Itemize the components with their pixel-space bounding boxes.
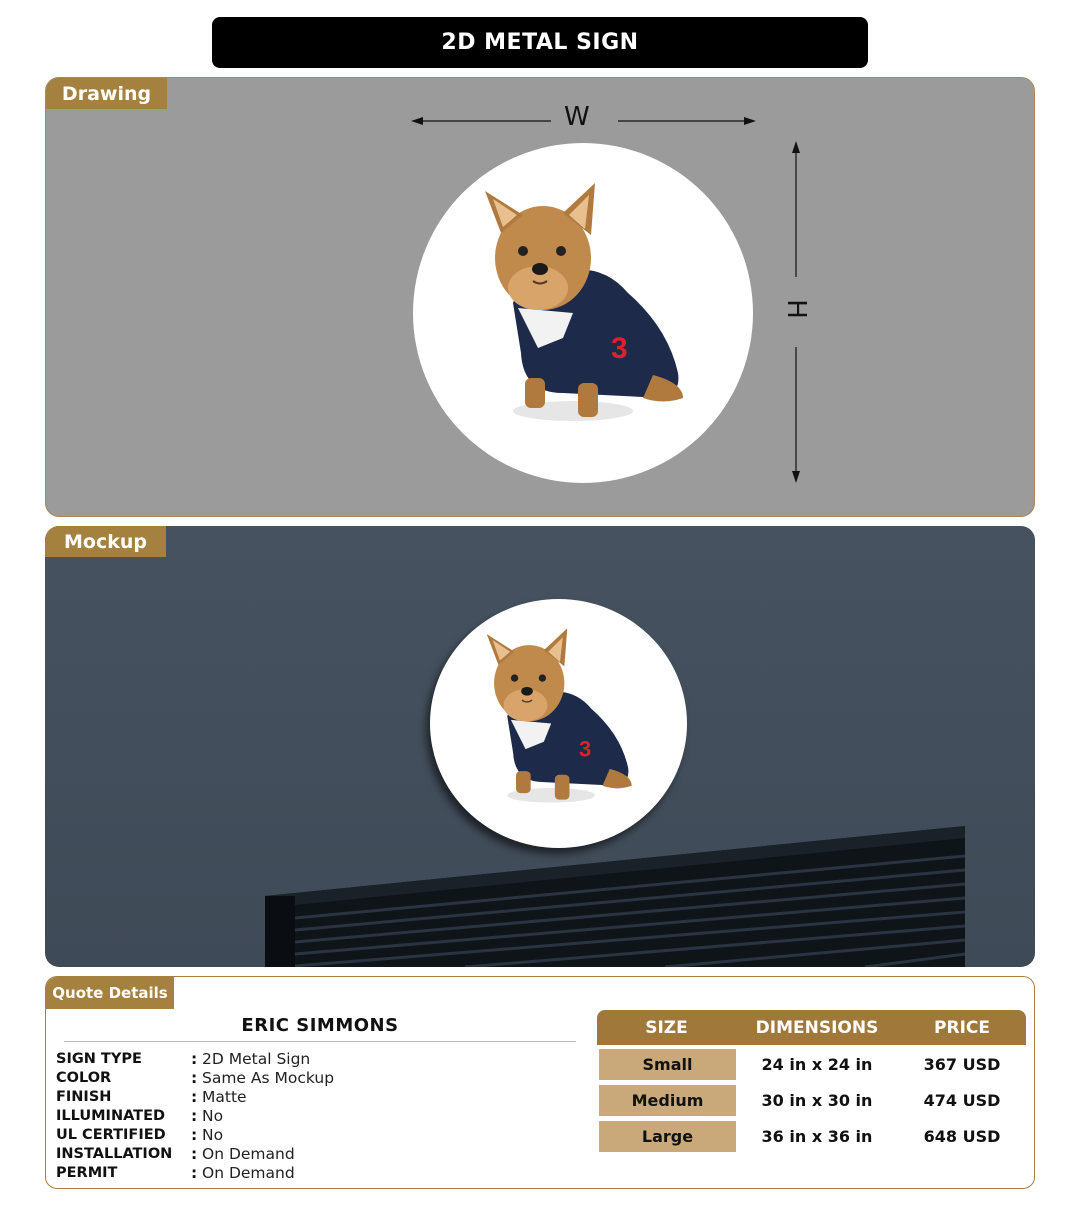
height-label: H [780,299,811,319]
price-cell: 648 USD [923,1127,1001,1146]
page-title: 2D METAL SIGN [212,17,868,68]
spec-key: PERMIT [56,1164,118,1181]
spec-row [56,1106,334,1125]
spec-key: INSTALLATION [56,1145,173,1162]
spec-row [56,1163,334,1182]
quote-tab: Quote Details [46,977,174,1009]
size-cell: Large [599,1121,736,1152]
drawing-tab: Drawing [46,78,167,109]
spec-colon: : [191,1106,198,1125]
dog-artwork [413,143,753,483]
price-table-header [597,1010,1026,1045]
size-cell: Small [599,1049,736,1080]
spec-colon: : [191,1144,198,1163]
spec-value: On Demand [202,1144,295,1163]
dimensions-cell: 24 in x 24 in [761,1055,873,1074]
spec-value: Matte [202,1087,247,1106]
header-size: SIZE [645,1017,688,1038]
spec-value: 2D Metal Sign [202,1049,311,1068]
storefront-shutter [265,826,965,967]
table-row [597,1120,1026,1153]
spec-value: No [202,1106,224,1125]
price-cell: 474 USD [923,1091,1001,1110]
spec-colon: : [191,1049,198,1068]
dimensions-cell: 30 in x 30 in [761,1091,873,1110]
sign-drawing [413,143,753,483]
spec-key: COLOR [56,1069,112,1086]
sign-mockup [430,599,687,848]
spec-row [56,1068,334,1087]
spec-colon: : [191,1087,198,1106]
spec-value: No [202,1125,224,1144]
table-row [597,1048,1026,1081]
drawing-panel [45,77,1035,517]
dimensions-cell: 36 in x 36 in [761,1127,873,1146]
spec-row [56,1125,334,1144]
spec-colon: : [191,1125,198,1144]
table-row [597,1084,1026,1117]
mockup-panel [45,526,1035,967]
customer-name: ERIC SIMMONS [64,1015,576,1042]
spec-row [56,1087,334,1106]
size-cell: Medium [599,1085,736,1116]
spec-list [56,1049,334,1182]
width-label: W [564,102,590,132]
spec-colon: : [191,1068,198,1087]
spec-value: Same As Mockup [202,1068,335,1087]
svg-text:3: 3 [579,736,592,762]
spec-row [56,1049,334,1068]
header-price: PRICE [934,1017,990,1038]
spec-key: ILLUMINATED [56,1107,166,1124]
spec-value: On Demand [202,1163,295,1182]
spec-key: UL CERTIFIED [56,1126,166,1143]
price-cell: 367 USD [923,1055,1001,1074]
dog-artwork [430,599,687,848]
svg-text:3: 3 [611,332,628,365]
spec-key: FINISH [56,1088,112,1105]
quote-details [45,976,1035,1189]
spec-colon: : [191,1163,198,1182]
spec-row [56,1144,334,1163]
mockup-tab: Mockup [45,526,166,557]
spec-key: SIGN TYPE [56,1050,142,1067]
header-dimensions: DIMENSIONS [755,1017,879,1038]
price-table [597,1010,1026,1153]
